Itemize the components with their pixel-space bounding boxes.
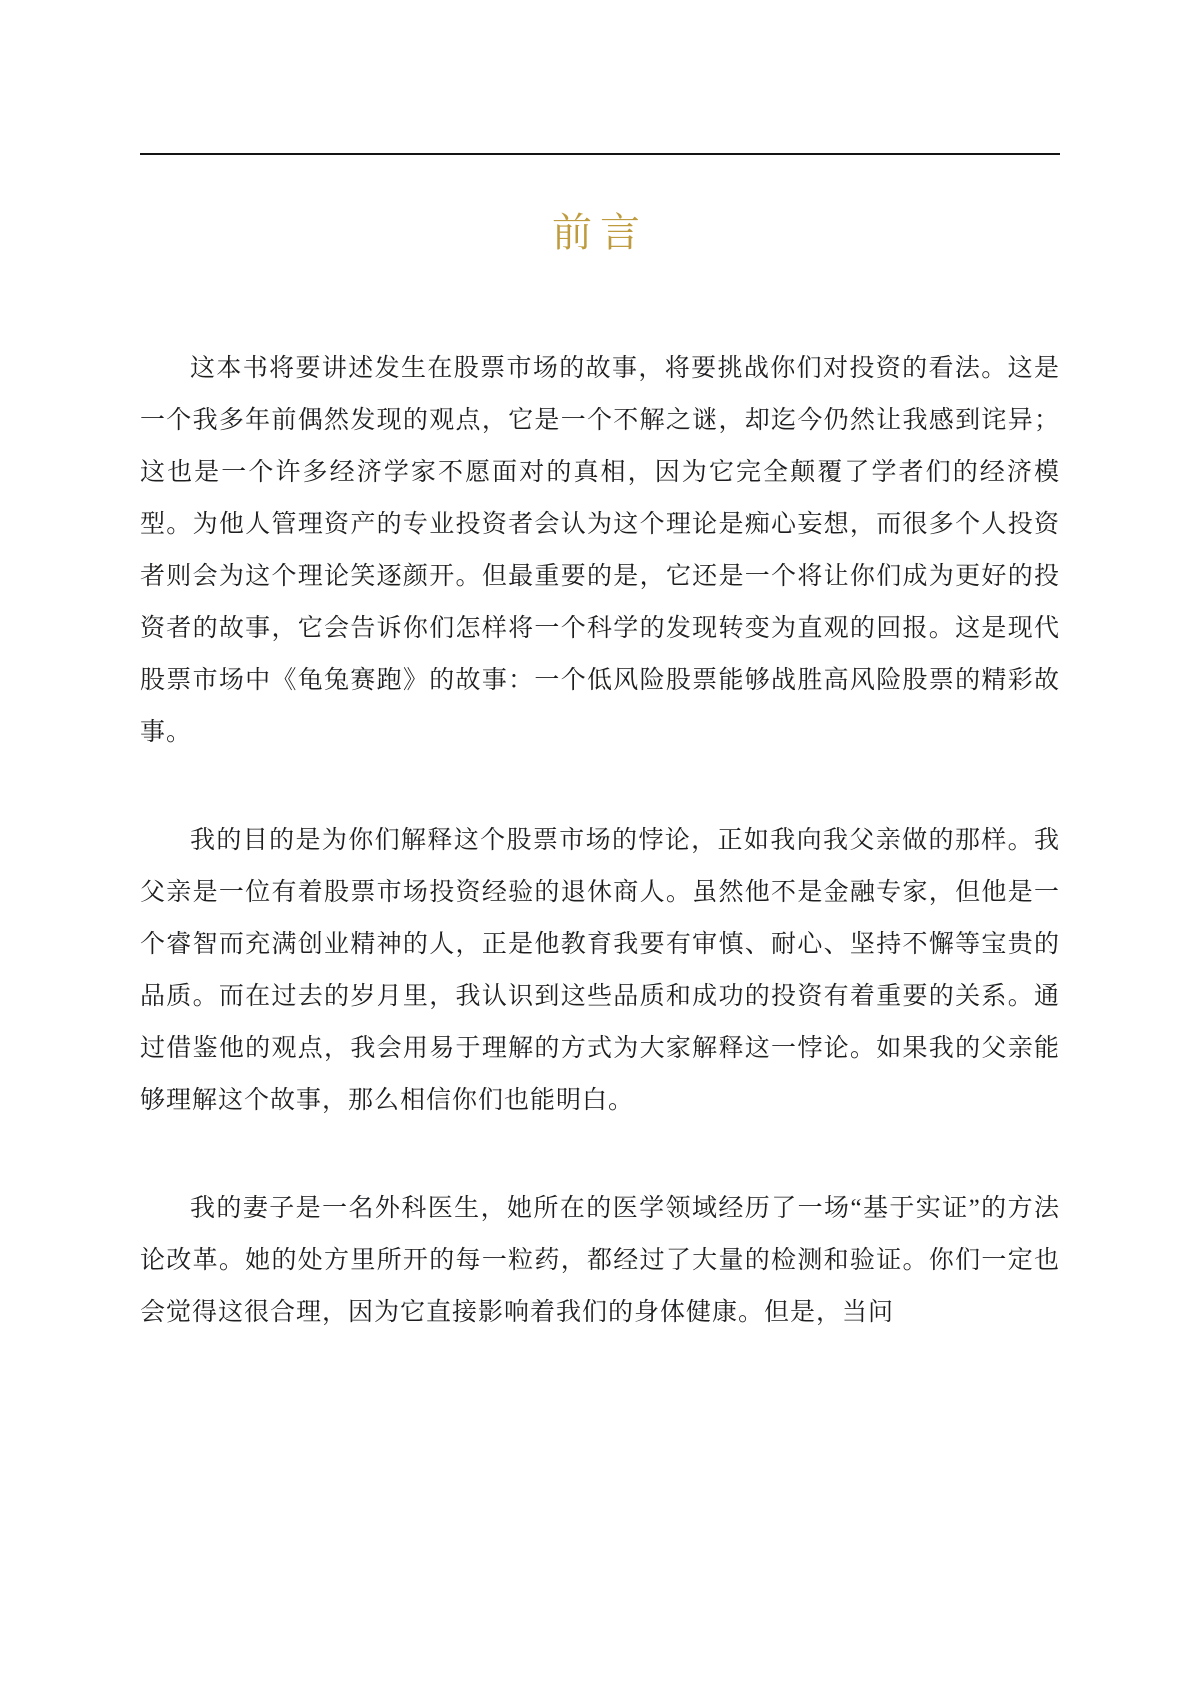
document-page bbox=[0, 153, 1200, 1708]
preface-paragraph-1: 这本书将要讲述发生在股票市场的故事，将要挑战你们对投资的看法。这是一个我多年前偶然发现的观点，它是一个不解之谜，却迄今仍然让我感到诧异；这也是一个许多经济学家不愿面对的真相，因为它完全颠覆了学者们的经济模型。为他人管理资产的专业投资者会认为这个理论是痴心妄想，而很多个人投资者则会为这个理论笑逐颜开。但最重要的是，它还是一个将让你们成为更好的投资者的故事，它会告诉你们怎样将一个科学的发现转变为直观的回报。这是现代股票市场中《龟兔赛跑》的故事：一个低风险股票能够战胜高风险股票的精彩故事。 bbox=[140, 355, 1060, 746]
body-text bbox=[140, 343, 1060, 1339]
preface-paragraph-3: 我的妻子是一名外科医生，她所在的医学领域经历了一场“基于实证”的方法论改革。她的处方里所开的每一粒药，都经过了大量的检测和验证。你们一定也会觉得这很合理，因为它直接影响着我们的身体健康。但是，当问 bbox=[140, 1195, 1060, 1326]
preface-paragraph-2: 我的目的是为你们解释这个股票市场的悖论，正如我向我父亲做的那样。我父亲是一位有着股票市场投资经验的退休商人。虽然他不是金融专家，但他是一个睿智而充满创业精神的人，正是他教育我要有审慎、耐心、坚持不懈等宝贵的品质。而在过去的岁月里，我认识到这些品质和成功的投资有着重要的关系。通过借鉴他的观点，我会用易于理解的方式为大家解释这一悖论。如果我的父亲能够理解这个故事，那么相信你们也能明白。 bbox=[140, 827, 1060, 1114]
page-title: 前言 bbox=[552, 210, 648, 255]
header-rule bbox=[140, 153, 1060, 155]
